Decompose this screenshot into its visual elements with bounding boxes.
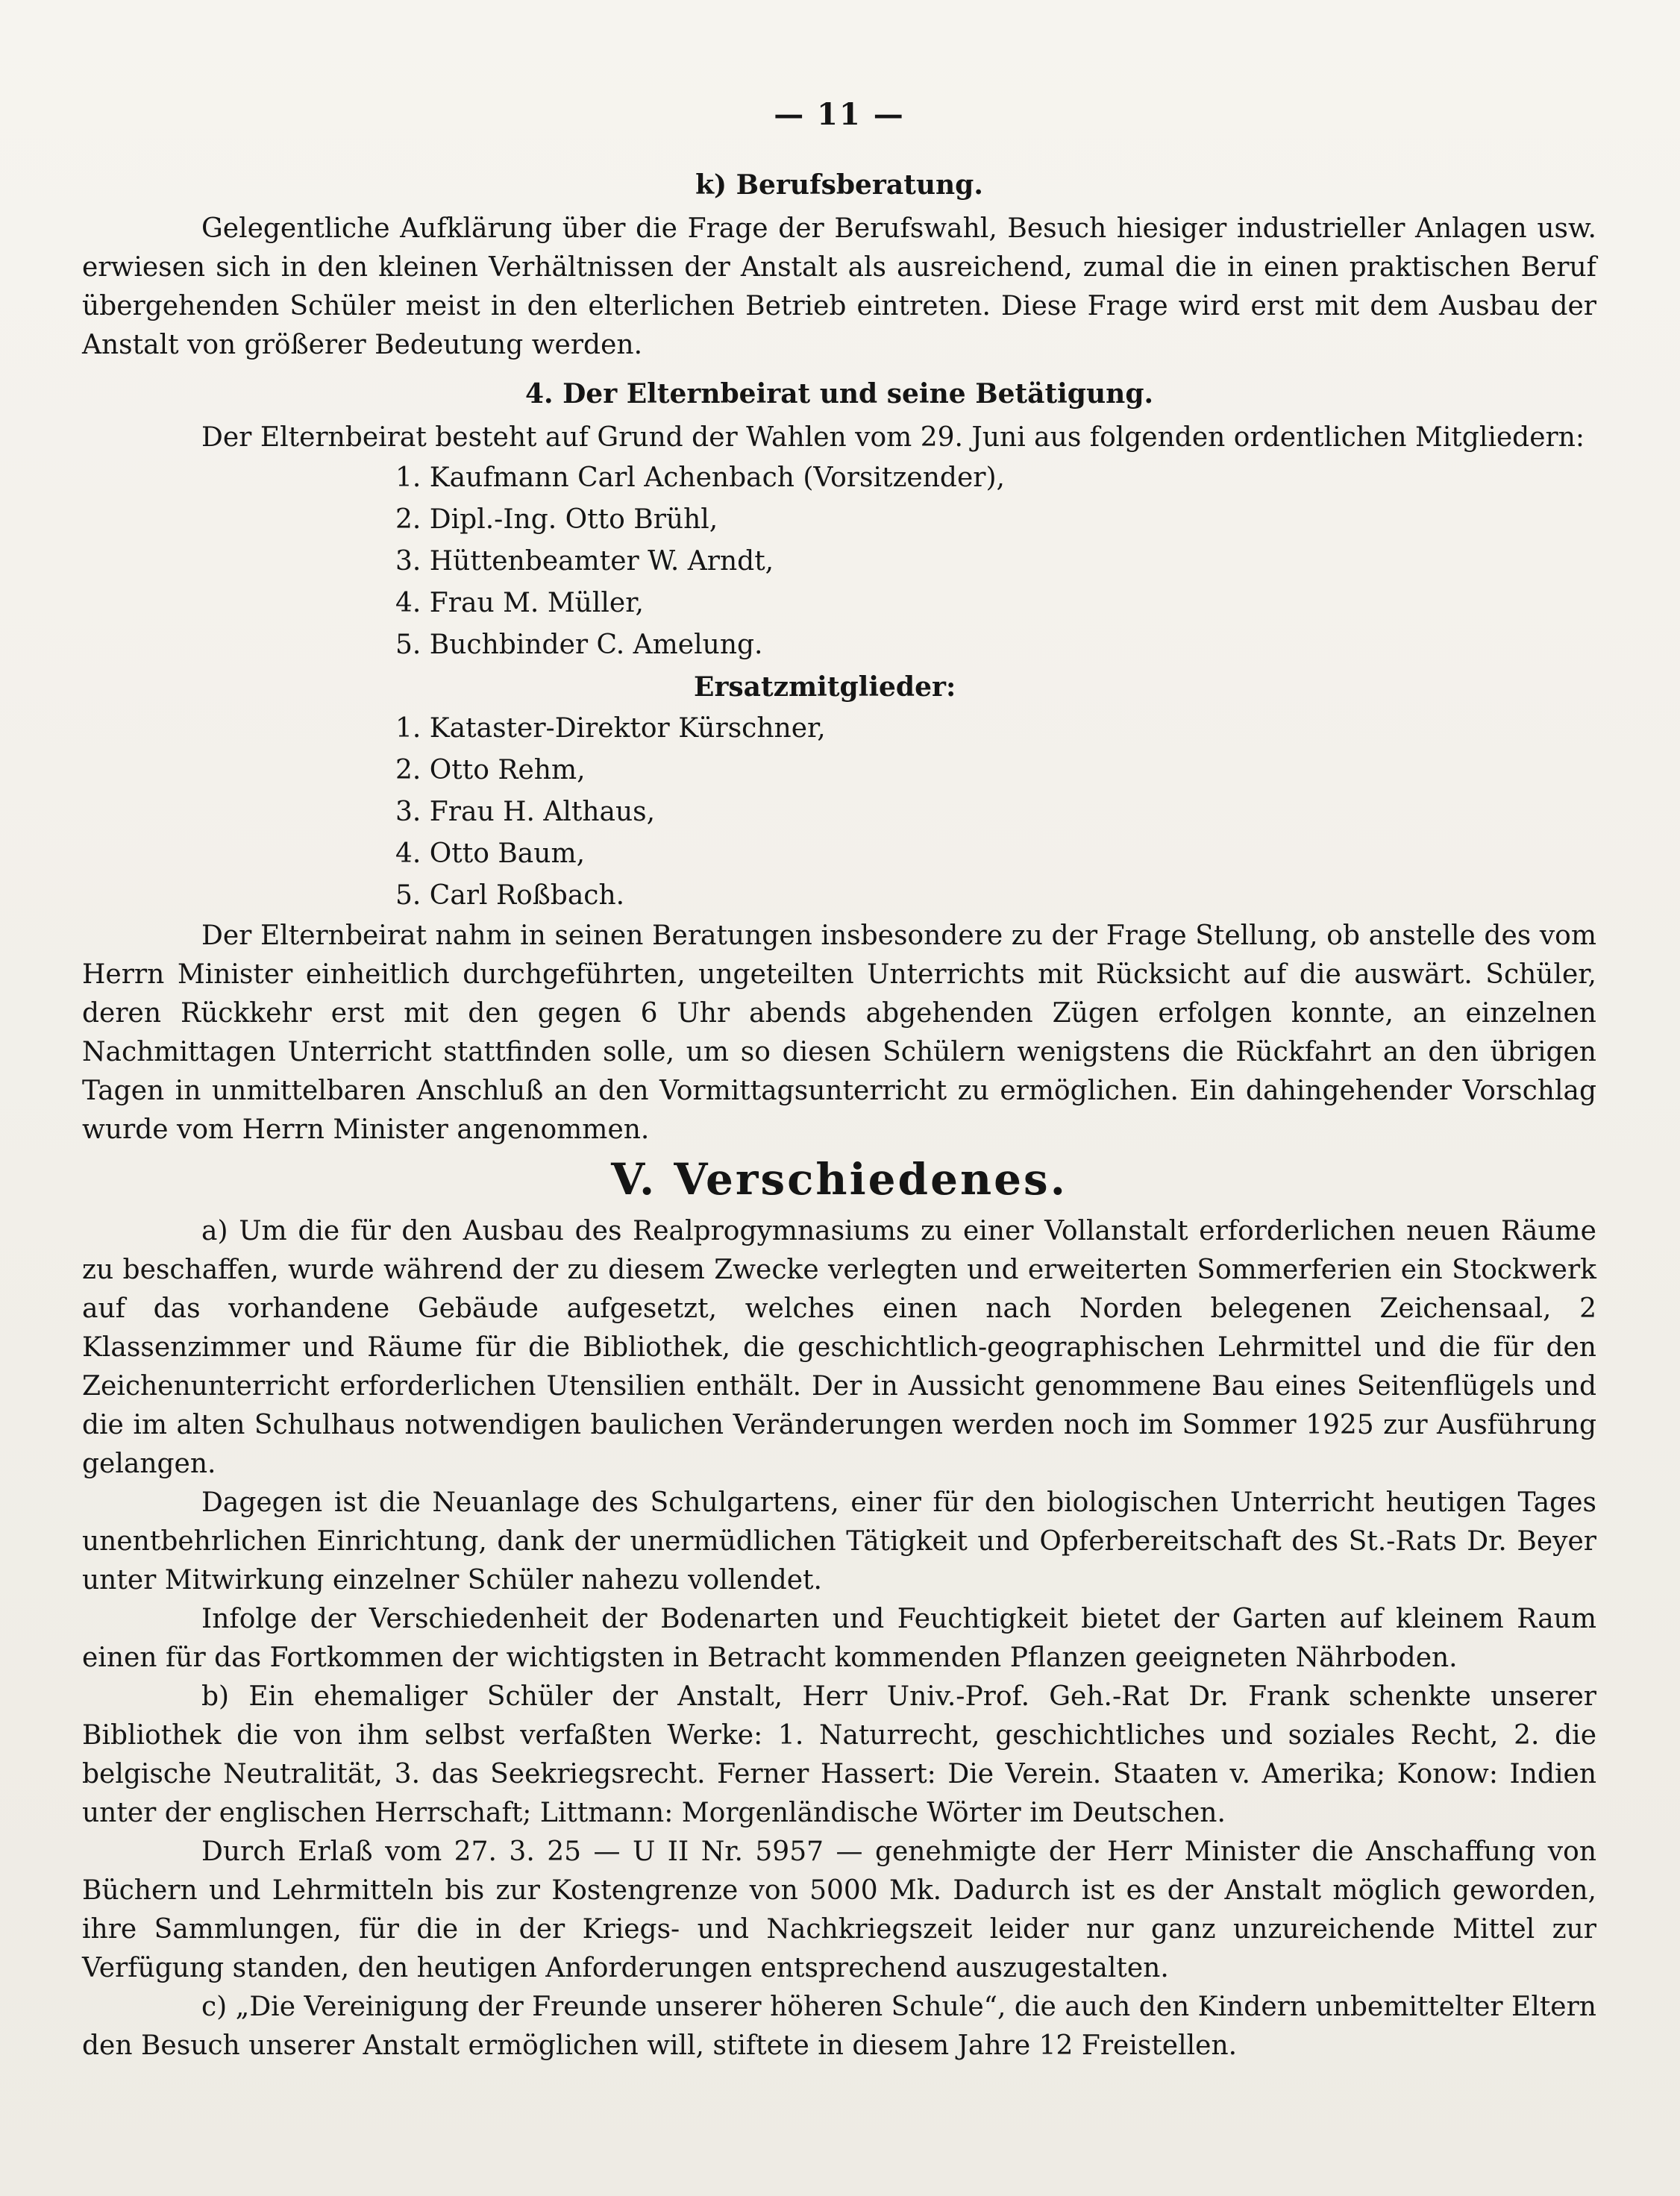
list-item: 4. Otto Baum, <box>395 838 586 869</box>
heading-elternbeirat: 4. Der Elternbeirat und seine Betätigung. <box>524 378 1154 410</box>
paragraph-elternbeirat-beratung: Der Elternbeirat nahm in seinen Beratungen insbesondere zu der Frage Stellung, ob anstelle des vom Herrn Minister einheitlich durchgeführten, ungeteilten Unterrichts mit Rücksicht auf die auswärt. Schüler, deren Rückkehr erst mit den gegen 6 Uhr abends abgehenden Zügen erfolgen konnte, an einzelnen Nachmittagen Unterricht stattfinden solle, um so diesen Schülern wenigstens die Rückfahrt an den übrigen Tagen in unmittelbaren Anschluß an den Vormittagsunterricht zu ermöglichen. Ein dahingehender Vorschlag wurde vom Herrn Minister angenommen. <box>82 920 1596 1145</box>
paragraph-a-ausbau: a) Um die für den Ausbau des Realprogymnasiums zu einer Vollanstalt erforderlichen neuen Räume zu beschaffen, wurde während der zu diesem Zwecke verlegten und erweiterten Sommerferien ein Stockwerk auf das vorhandene Gebäude aufgesetzt, welches einen nach Norden belegenen Zeichensaal, 2 Klassenzimmer und Räume für die Bibliothek, die geschichtlich-geographischen Lehrmittel und die für den Zeichenunterricht erforderlichen Utensilien enthält. Der in Aussicht genommene Bau eines Seitenflügels und die im alten Schulhaus notwendigen baulichen Veränderungen werden noch im Sommer 1925 zur Ausführung gelangen. <box>82 1216 1596 1479</box>
list-item: 5. Carl Roßbach. <box>395 880 625 911</box>
list-item: 1. Kataster-Direktor Kürschner, <box>395 713 826 744</box>
list-item: 2. Dipl.-Ing. Otto Brühl, <box>395 504 718 535</box>
page-content <box>82 97 1596 2065</box>
substitute-list <box>395 708 1596 917</box>
paragraph-a-bodenarten: Infolge der Verschiedenheit der Bodenarten und Feuchtigkeit bietet der Garten auf kleinem Raum einen für das Fortkommen der wichtigsten in Betracht kommenden Pflanzen geeigneten Nährboden. <box>82 1604 1596 1673</box>
paragraph-b-bibliothek: b) Ein ehemaliger Schüler der Anstalt, Herr Univ.-Prof. Geh.-Rat Dr. Frank schenkte unserer Bibliothek die von ihm selbst verfaßten Werke: 1. Naturrecht, geschichtliches und soziales Recht, 2. die belgische Neutralität, 3. das Seekriegsrecht. Ferner Hassert: Die Verein. Staaten v. Amerika; Konow: Indien unter der englischen Herrschaft; Littmann: Morgenländische Wörter im Deutschen. <box>82 1681 1596 1828</box>
paragraph-berufsberatung: Gelegentliche Aufklärung über die Frage der Berufswahl, Besuch hiesiger industrieller Anlagen usw. erwiesen sich in den kleinen Verhältnissen der Anstalt als ausreichend, zumal die in einen praktischen Beruf übergehenden Schüler meist in den elterlichen Betrieb eintreten. Diese Frage wird erst mit dem Ausbau der Anstalt von größerer Bedeutung werden. <box>82 213 1596 360</box>
list-item: 2. Otto Rehm, <box>395 755 586 785</box>
list-item: 4. Frau M. Müller, <box>395 588 644 618</box>
member-list <box>395 457 1596 666</box>
list-item: 1. Kaufmann Carl Achenbach (Vorsitzender), <box>395 462 1005 493</box>
paragraph-a-schulgarten: Dagegen ist die Neuanlage des Schulgartens, einer für den biologischen Unterricht heutigen Tages unentbehrlichen Einrichtung, dank der unermüdlichen Tätigkeit und Opferbereitschaft des St.-Rats Dr. Beyer unter Mitwirkung einzelner Schüler nahezu vollendet. <box>82 1487 1596 1596</box>
paragraph-elternbeirat-intro: Der Elternbeirat besteht auf Grund der Wahlen vom 29. Juni aus folgenden ordentlichen Mitgliedern: <box>201 422 1585 453</box>
list-item: 3. Frau H. Althaus, <box>395 797 656 827</box>
heading-berufsberatung: k) Berufsberatung. <box>695 169 983 201</box>
list-item: 5. Buchbinder C. Amelung. <box>395 630 763 660</box>
paragraph-c-freistellen: c) „Die Vereinigung der Freunde unserer höheren Schule“, die auch den Kindern unbemittelter Eltern den Besuch unserer Anstalt ermöglichen will, stiftete in diesem Jahre 12 Freistellen. <box>82 1992 1596 2061</box>
heading-ersatzmitglieder: Ersatzmitglieder: <box>694 671 956 703</box>
paragraph-b-erlass: Durch Erlaß vom 27. 3. 25 — U II Nr. 5957 — genehmigte der Herr Minister die Anschaffung von Büchern und Lehrmitteln bis zur Kostengrenze von 5000 Mk. Dadurch ist es der Anstalt möglich geworden, ihre Sammlungen, für die in der Kriegs- und Nachkriegszeit leider nur ganz unzureichende Mittel zur Verfügung standen, den heutigen Anforderungen entsprechend auszugestalten. <box>82 1836 1596 1983</box>
heading-verschiedenes: V. Verschiedenes. <box>611 1154 1068 1205</box>
page-number: — 11 — <box>774 97 905 132</box>
list-item: 3. Hüttenbeamter W. Arndt, <box>395 546 774 577</box>
